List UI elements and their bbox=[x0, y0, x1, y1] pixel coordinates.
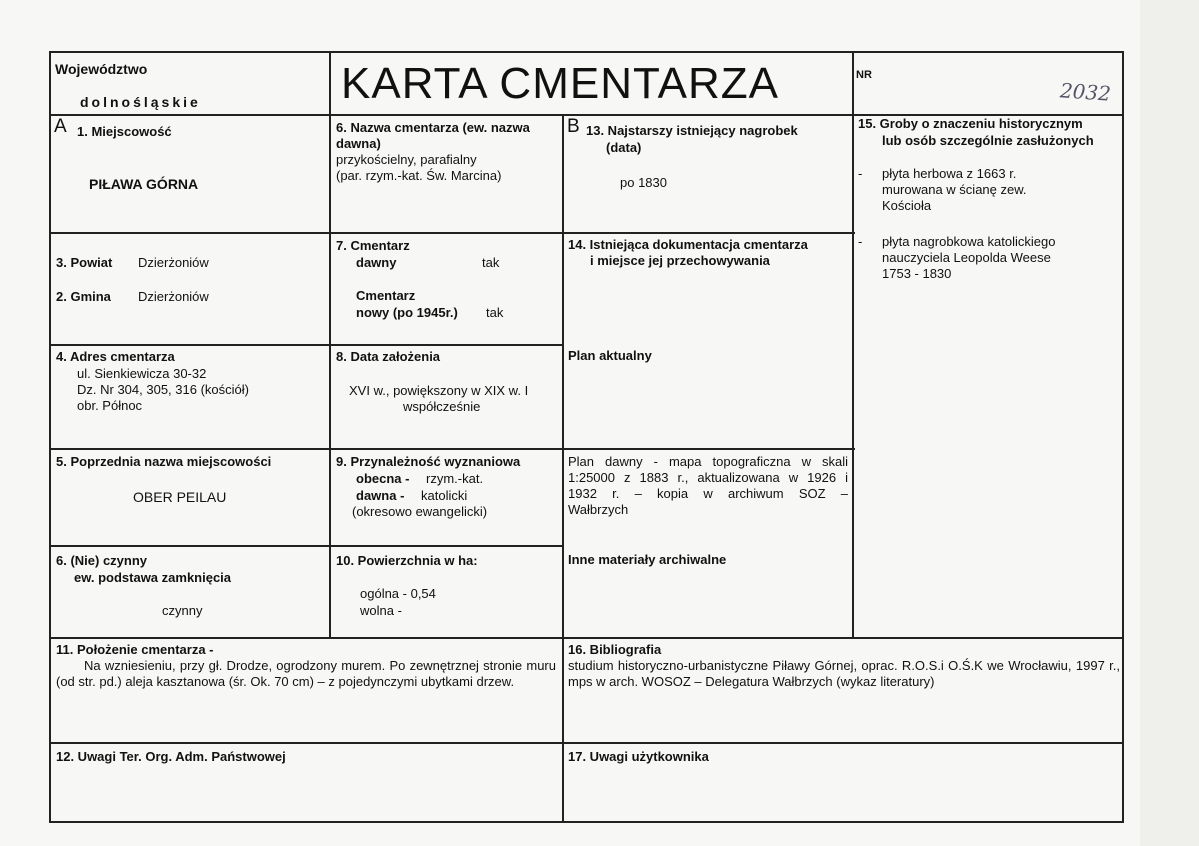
sheet-edge bbox=[1140, 0, 1199, 846]
active-value: czynny bbox=[162, 603, 203, 618]
grave-item-dash: - bbox=[858, 234, 863, 249]
divider bbox=[49, 742, 1124, 744]
cemetery-name-value-2: (par. rzym.-kat. Św. Marcina) bbox=[336, 168, 502, 183]
voivodeship-label: Województwo bbox=[55, 61, 148, 77]
plan-old-line: Plan dawny - mapa topograficzna w skali bbox=[568, 454, 848, 469]
founded-label: 8. Data założenia bbox=[336, 349, 441, 364]
documentation-label: 14. Istniejąca dokumentacja cmentarza bbox=[568, 237, 808, 252]
cemetery-old-label: dawny bbox=[356, 255, 397, 270]
divider bbox=[562, 114, 564, 823]
plan-old-line: Wałbrzych bbox=[568, 502, 629, 517]
divider bbox=[49, 637, 1124, 639]
denomination-current-value: rzym.-kat. bbox=[426, 471, 484, 486]
divider bbox=[852, 51, 854, 637]
plan-current-label: Plan aktualny bbox=[568, 348, 652, 363]
address-line: Dz. Nr 304, 305, 316 (kościół) bbox=[77, 382, 249, 397]
nr-label: NR bbox=[856, 69, 872, 81]
area-label: 10. Powierzchnia w ha: bbox=[336, 553, 478, 568]
founded-value-2: współcześnie bbox=[403, 399, 481, 414]
oldest-grave-label: 13. Najstarszy istniejący nagrobek bbox=[586, 123, 798, 138]
cemetery-name-value: przykościelny, parafialny bbox=[336, 152, 477, 167]
gmina-value: Dzierżoniów bbox=[138, 289, 209, 304]
area-free: wolna - bbox=[360, 603, 402, 618]
grave-item-dash: - bbox=[858, 166, 863, 181]
other-materials-label: Inne materiały archiwalne bbox=[568, 552, 727, 567]
location-text-body: Na wzniesieniu, przy gł. Drodze, ogrodzony murem. Po zewnętrznej stronie muru (od str. pd.) aleja kasztanowa (śr. Ok. 70 cm) – z pojedynczymi ubytkami drzew. bbox=[56, 658, 556, 689]
cemetery-name-label-2: dawna) bbox=[336, 136, 381, 151]
locality-label: 1. Miejscowość bbox=[77, 124, 172, 139]
bibliography-text: studium historyczno-urbanistyczne Piławy Górnej, oprac. R.O.S.i O.Ś.K we Wrocławiu, 1997 r., mps w arch. WOSOZ – Delegatura Wałbrzych (wykaz literatury) bbox=[568, 658, 1120, 689]
oldest-grave-label-2: (data) bbox=[606, 140, 642, 155]
powiat-value: Dzierżoniów bbox=[138, 255, 209, 270]
denomination-note: (okresowo ewangelicki) bbox=[352, 504, 488, 519]
address-label: 4. Adres cmentarza bbox=[56, 349, 175, 364]
grave-item-line: Kościoła bbox=[882, 198, 932, 213]
grave-item-line: płyta herbowa z 1663 r. bbox=[882, 166, 1017, 181]
divider bbox=[49, 232, 855, 234]
plan-old-line: 1932 r. – kopia w archiwum SOZ – bbox=[568, 486, 848, 501]
cemetery-new-label-2: nowy (po 1945r.) bbox=[356, 305, 458, 320]
documentation-label-2: i miejsce jej przechowywania bbox=[590, 253, 770, 268]
historic-graves-label: 15. Groby o znaczeniu historycznym bbox=[858, 116, 1083, 131]
divider bbox=[329, 51, 331, 637]
divider bbox=[49, 344, 564, 346]
grave-item-line: nauczyciela Leopolda Weese bbox=[882, 250, 1051, 265]
divider bbox=[49, 545, 564, 547]
grave-item-line: płyta nagrobkowa katolickiego bbox=[882, 234, 1056, 249]
cemetery-new-label: Cmentarz bbox=[356, 288, 416, 303]
page-title: KARTA CMENTARZA bbox=[341, 59, 779, 108]
cemetery-old-value: tak bbox=[482, 255, 500, 270]
plan-old-text bbox=[568, 454, 848, 518]
area-total: ogólna - 0,54 bbox=[360, 586, 436, 601]
voivodeship-value: dolnośląskie bbox=[80, 94, 201, 110]
denomination-former-value: katolicki bbox=[421, 488, 468, 503]
cemetery-type-label: 7. Cmentarz bbox=[336, 238, 410, 253]
locality-value: PIŁAWA GÓRNA bbox=[89, 176, 199, 192]
active-label: 6. (Nie) czynny bbox=[56, 553, 148, 568]
user-remarks-label: 17. Uwagi użytkownika bbox=[568, 749, 709, 764]
denomination-label: 9. Przynależność wyznaniowa bbox=[336, 454, 521, 469]
location-text bbox=[56, 658, 556, 690]
cemetery-new-value: tak bbox=[486, 305, 504, 320]
bibliography-label: 16. Bibliografia bbox=[568, 642, 662, 657]
address-line: ul. Sienkiewicza 30-32 bbox=[77, 366, 207, 381]
historic-graves-label-2: lub osób szczególnie zasłużonych bbox=[882, 133, 1094, 148]
grave-item-line: murowana w ścianę zew. bbox=[882, 182, 1027, 197]
prev-name-value: OBER PEILAU bbox=[133, 489, 227, 505]
location-label: 11. Położenie cmentarza - bbox=[56, 642, 214, 657]
cemetery-name-label: 6. Nazwa cmentarza (ew. nazwa bbox=[336, 120, 530, 135]
denomination-former-label: dawna - bbox=[356, 488, 405, 503]
section-letter-b: B bbox=[567, 116, 580, 137]
gmina-label: 2. Gmina bbox=[56, 289, 111, 304]
denomination-current-label: obecna - bbox=[356, 471, 410, 486]
admin-remarks-label: 12. Uwagi Ter. Org. Adm. Państwowej bbox=[56, 749, 286, 764]
nr-value-handwritten: 2032 bbox=[1059, 78, 1112, 106]
powiat-label: 3. Powiat bbox=[56, 255, 113, 270]
plan-old-line: 1:25000 z 1883 r., aktualizowana w 1926 i bbox=[568, 470, 848, 485]
prev-name-label: 5. Poprzednia nazwa miejscowości bbox=[56, 454, 272, 469]
section-letter-a: A bbox=[54, 116, 67, 137]
founded-value: XVI w., powiększony w XIX w. I bbox=[349, 383, 529, 398]
active-sub-label: ew. podstawa zamknięcia bbox=[74, 570, 232, 585]
address-line: obr. Północ bbox=[77, 398, 143, 413]
grave-item-line: 1753 - 1830 bbox=[882, 266, 952, 281]
oldest-grave-value: po 1830 bbox=[620, 175, 667, 190]
divider bbox=[49, 448, 855, 450]
